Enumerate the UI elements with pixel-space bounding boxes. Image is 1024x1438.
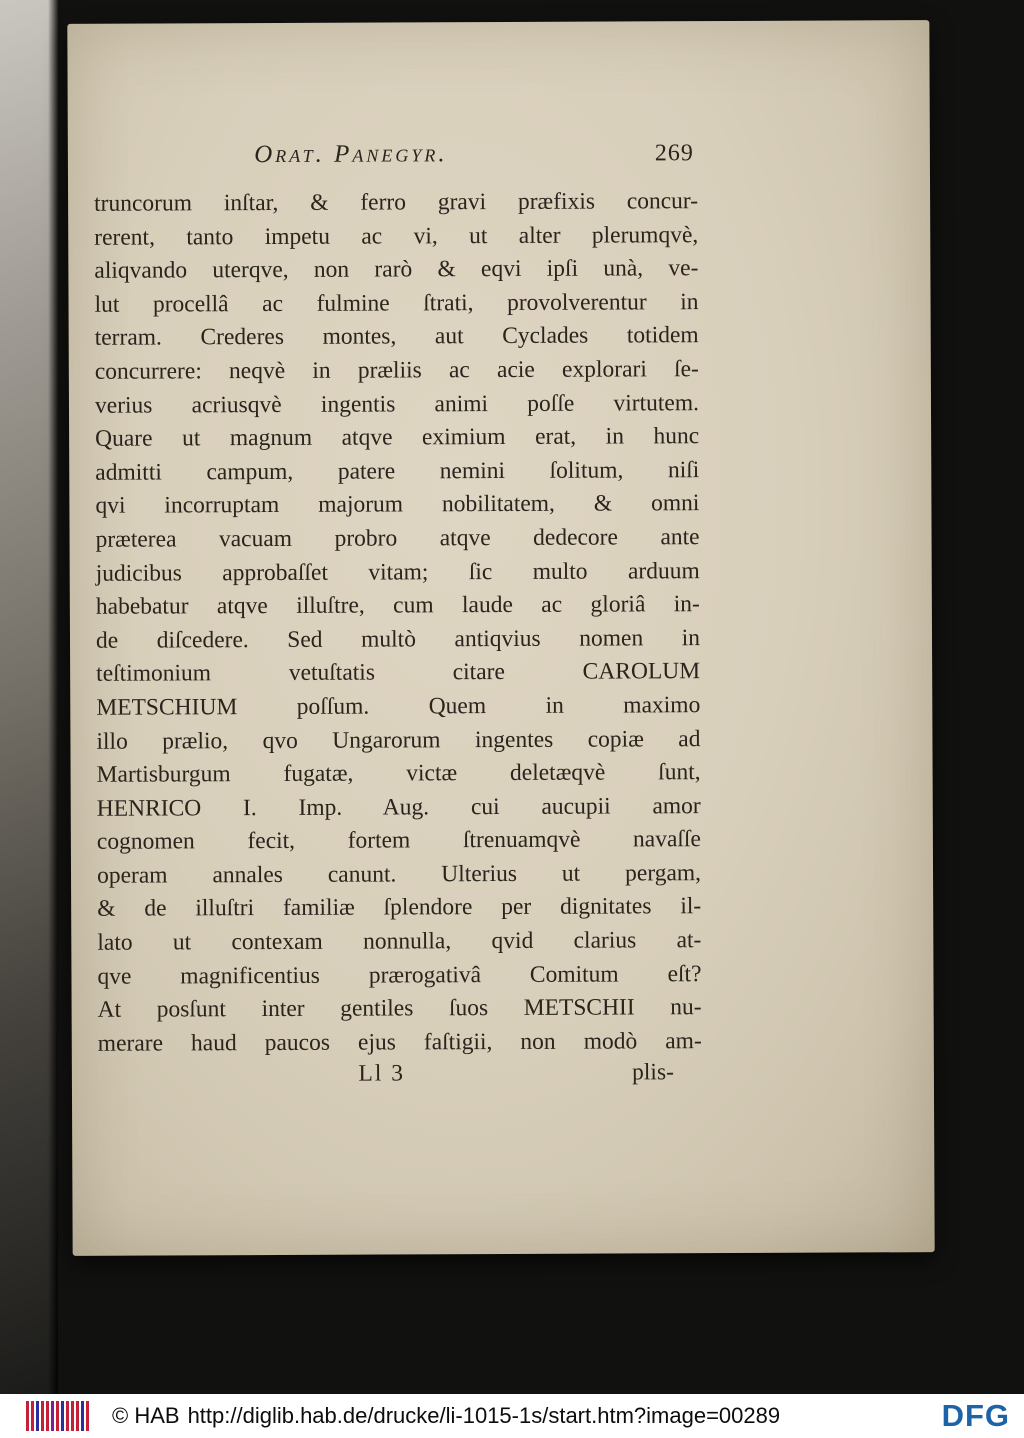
calibration-bar	[31, 1401, 34, 1431]
calibration-bar	[66, 1401, 69, 1431]
text-line: & de illuſtri familiæ ſplendore per dignitates il-	[97, 893, 702, 923]
calibration-bar	[71, 1401, 74, 1431]
text-line: judicibus approbaſſet vitam; ſic multo arduum	[95, 557, 700, 587]
text-line: truncorum inſtar, & ferro gravi præfixis concur-	[94, 188, 699, 217]
calibration-bar	[36, 1401, 39, 1431]
text-line: Quare ut magnum atqve eximium erat, in hunc	[95, 423, 700, 452]
copyright-text: © HAB	[112, 1403, 180, 1428]
text-line: lato ut contexam nonnulla, qvid clarius at-	[97, 927, 702, 956]
body-text	[94, 185, 702, 1061]
text-line: lut procellâ ac fulmine ſtrati, provolverentur in	[94, 288, 699, 318]
calibration-bar	[41, 1401, 44, 1431]
text-line: concurrere: neqvè in præliis ac acie explorari ſe-	[94, 356, 699, 385]
calibration-bar	[56, 1401, 59, 1431]
page-number: 269	[654, 140, 694, 167]
text-line: qvi incorruptam majorum nobilitatem, & omni	[95, 490, 700, 520]
calibration-bar	[86, 1401, 89, 1431]
text-line: præterea vacuam probro atqve dedecore ante	[95, 524, 700, 553]
text-line: operam annales canunt. Ulterius ut pergam,	[96, 860, 702, 889]
opposite-page-edge	[0, 0, 58, 1394]
text-line: habebatur atqve illuſtre, cum laude ac gloriâ in-	[95, 591, 700, 620]
signature-mark: Ll 3	[358, 1060, 406, 1088]
text-line: rerent, tanto impetu ac vi, ut alter plerumqvè,	[94, 221, 699, 251]
footer-url[interactable]: http://diglib.hab.de/drucke/li-1015-1s/start.htm?image=00289	[187, 1403, 781, 1428]
text-line: aliqvando uterqve, non rarò & eqvi ipſi unà, ve-	[94, 255, 699, 284]
text-line: verius acriusqvè ingentis animi poſſe virtutem.	[94, 389, 700, 419]
page-header	[94, 139, 698, 182]
text-line: At posſunt inter gentiles ſuos METSCHII nu-	[97, 994, 702, 1024]
text-line: Martisburgum fugatæ, victæ deletæqvè ſunt,	[96, 759, 701, 788]
text-line: HENRICO I. Imp. Aug. cui aucupii amor	[96, 792, 701, 822]
calibration-bar	[61, 1401, 64, 1431]
text-line: terram. Crederes montes, aut Cyclades totidem	[94, 322, 699, 352]
footer-bar	[0, 1394, 1024, 1438]
dfg-logo: DFG	[941, 1398, 1010, 1433]
signature-row	[98, 1060, 702, 1097]
text-line: de diſcedere. Sed multò antiqvius nomen in	[95, 624, 701, 654]
page-content	[94, 139, 702, 1096]
calibration-bar	[76, 1401, 79, 1431]
text-line: merare haud paucos ejus faſtigii, non modò am-	[97, 1027, 702, 1057]
book-page-scan	[67, 20, 934, 1256]
running-title: Orat. Panegyr.	[254, 140, 448, 169]
text-line: admitti campum, patere nemini ſolitum, niſi	[95, 456, 700, 486]
text-line: illo prælio, qvo Ungarorum ingentes copiæ ad	[96, 725, 701, 755]
calibration-bar	[51, 1401, 54, 1431]
catchword: plis-	[632, 1059, 674, 1086]
text-line: METSCHIUM poſſum. Quem in maximo	[96, 692, 701, 721]
text-line: cognomen fecit, fortem ſtrenuamqvè navaſſe	[96, 826, 701, 856]
text-line: teſtimonium vetuſtatis citare CAROLUM	[96, 658, 701, 688]
calibration-bar	[46, 1401, 49, 1431]
text-line: qve magnificentius prærogativâ Comitum eſt?	[97, 960, 702, 990]
calibration-bar	[26, 1401, 29, 1431]
color-calibration-marks	[26, 1401, 89, 1431]
calibration-bar	[81, 1401, 84, 1431]
credit-line	[112, 1403, 780, 1429]
